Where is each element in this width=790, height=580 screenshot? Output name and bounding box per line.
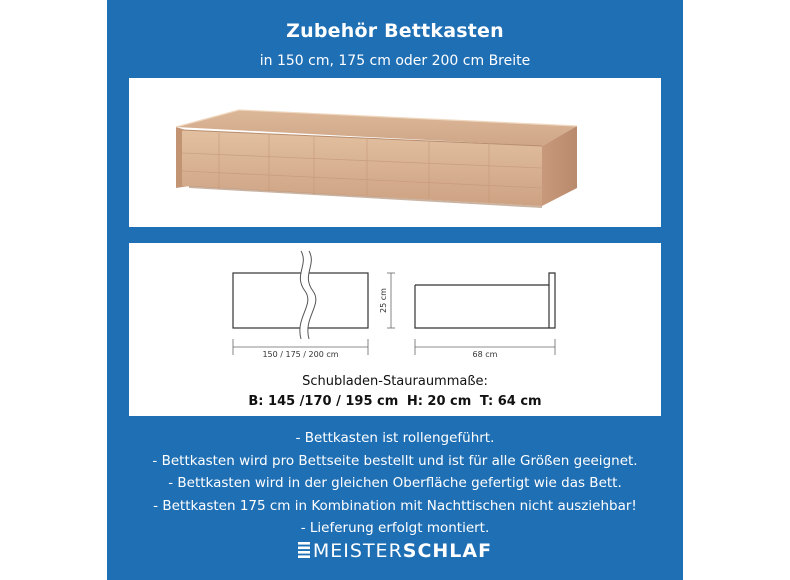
- brand-stripes-icon: [298, 542, 310, 558]
- height-dimension-line: [387, 273, 395, 328]
- side-view-outline: [415, 273, 555, 328]
- storage-depth: T: 64 cm: [479, 394, 542, 409]
- feature-item: - Bettkasten 175 cm in Kombination mit Nachttischen nicht ausziehbar!: [153, 497, 637, 514]
- storage-dimensions-values: [129, 394, 661, 409]
- feature-item: - Bettkasten ist rollengeführt.: [295, 430, 495, 446]
- technical-drawing: [129, 243, 661, 368]
- depth-dimension-label: 68 cm: [472, 350, 498, 359]
- brand-logo: [107, 540, 683, 562]
- feature-item: - Lieferung erfolgt montiert.: [300, 520, 490, 536]
- storage-dimensions-heading: Schubladen-Stauraummaße:: [302, 374, 488, 389]
- width-dimension-label: 150 / 175 / 200 cm: [262, 350, 339, 359]
- product-photo-panel: [129, 78, 661, 227]
- brand-name-part1: MEISTER: [312, 540, 403, 562]
- height-dimension-label: 25 cm: [379, 288, 388, 313]
- product-info-sheet: [107, 0, 683, 580]
- dimension-drawing-panel: [129, 243, 661, 416]
- storage-height: H: 20 cm: [406, 394, 472, 409]
- feature-list: [107, 427, 683, 540]
- page-subtitle: in 150 cm, 175 cm oder 200 cm Breite: [259, 53, 531, 69]
- brand-name-part2: SCHLAF: [402, 540, 493, 562]
- front-view-outline: [233, 251, 368, 339]
- wooden-drawer-box-image: [129, 78, 661, 227]
- feature-item: - Bettkasten wird in der gleichen Oberfläche gefertigt wie das Bett.: [168, 475, 622, 491]
- storage-width: B: 145 /170 / 195 cm: [248, 394, 399, 409]
- page-title: Zubehör Bettkasten: [286, 20, 504, 42]
- feature-item: - Bettkasten wird pro Bettseite bestellt und ist für alle Größen geeignet.: [152, 452, 638, 469]
